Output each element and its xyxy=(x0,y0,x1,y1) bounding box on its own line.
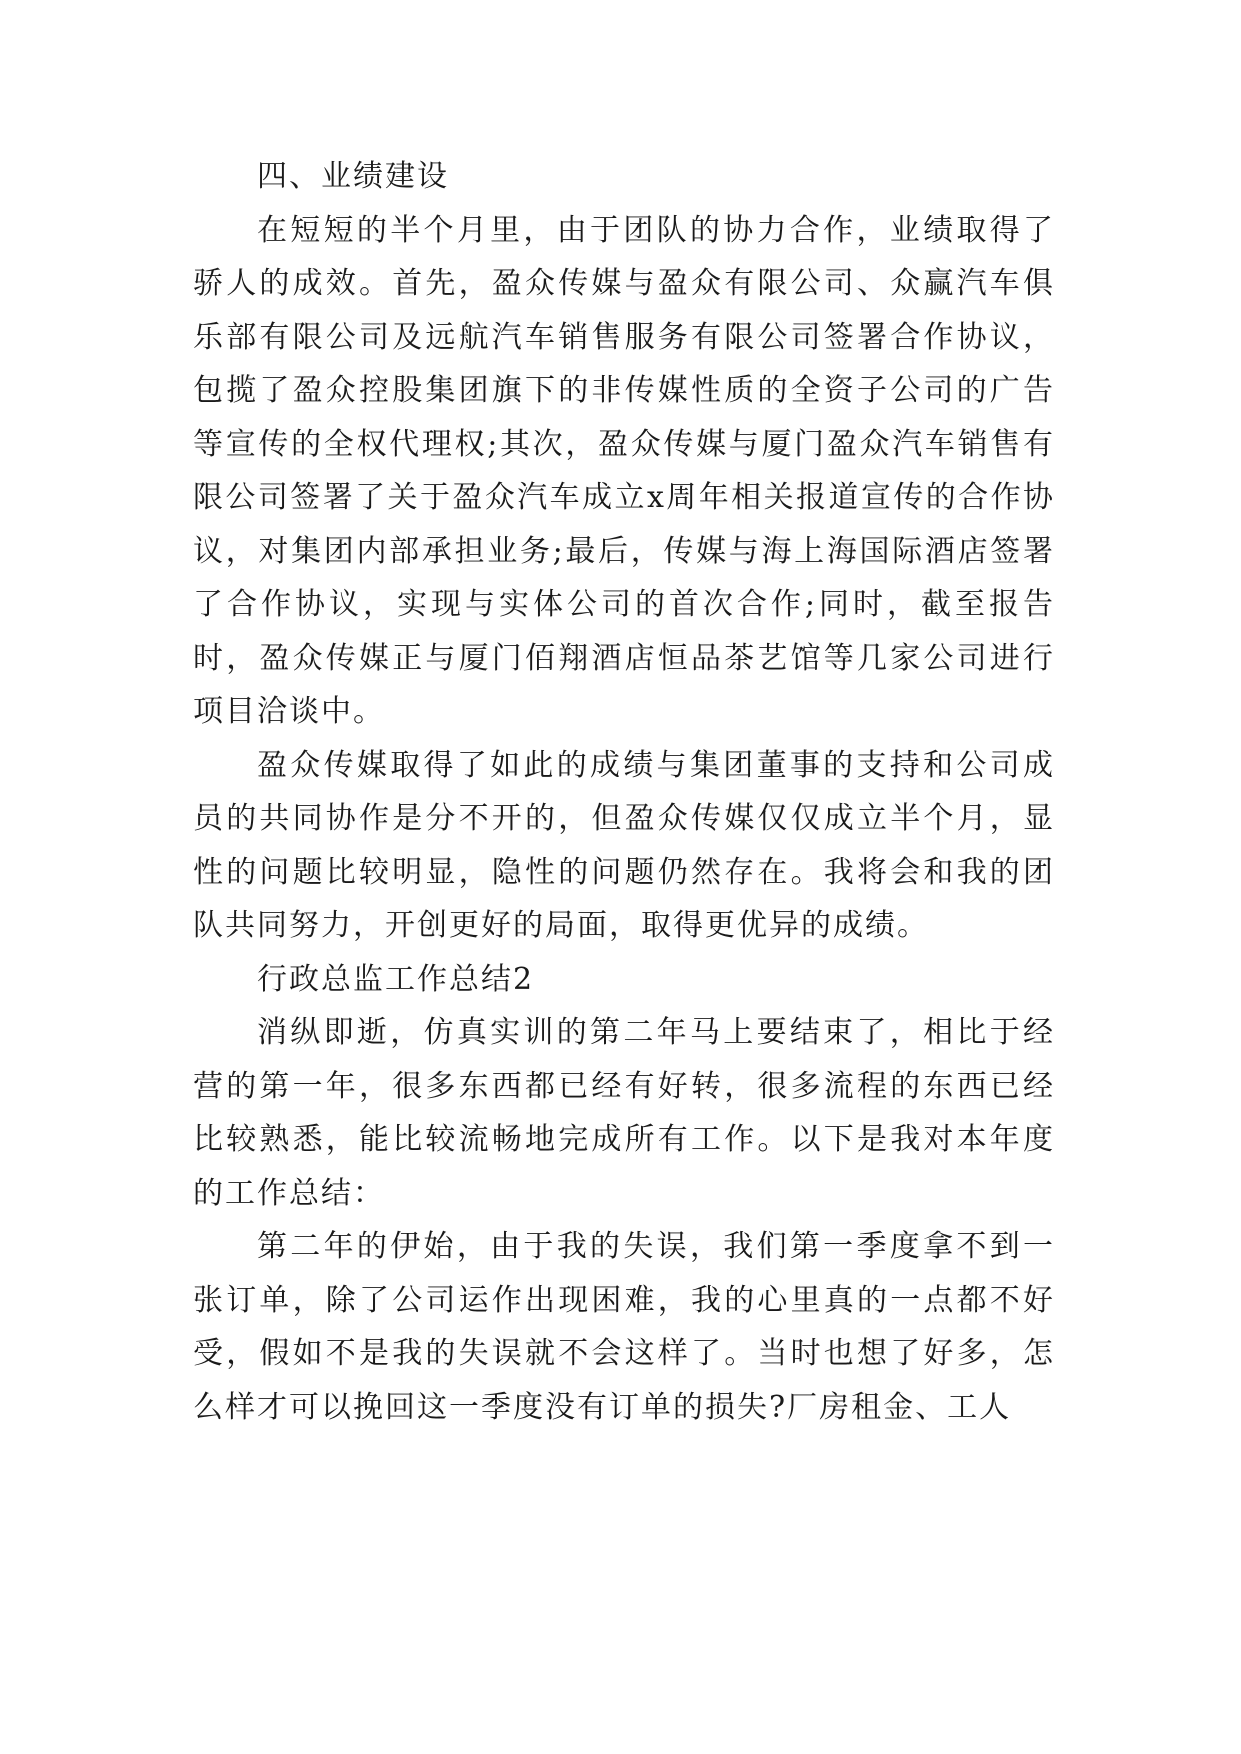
section-heading: 四、业绩建设 xyxy=(257,159,449,194)
document-body xyxy=(193,150,1055,1434)
paragraph: 盈众传媒取得了如此的成绩与集团董事的支持和公司成员的共同协作是分不开的，但盈众传媒仅仅成立半个月，显性的问题比较明显，隐性的问题仍然存在。我将会和我的团队共同努力，开创更好的局面，取得更优异的成绩。 xyxy=(193,747,1055,943)
paragraph: 消纵即逝，仿真实训的第二年马上要结束了，相比于经营的第一年，很多东西都已经有好转，很多流程的东西已经比较熟悉，能比较流畅地完成所有工作。以下是我对本年度的工作总结： xyxy=(193,1015,1055,1211)
section-heading: 行政总监工作总结2 xyxy=(257,961,535,997)
paragraph: 第二年的伊始，由于我的失误，我们第一季度拿不到一张订单，除了公司运作出现困难，我的心里真的一点都不好受，假如不是我的失误就不会这样了。当时也想了好多，怎么样才可以挽回这一季度没有订单的损失?厂房租金、工人 xyxy=(193,1229,1055,1425)
paragraph: 在短短的半个月里，由于团队的协力合作，业绩取得了骄人的成效。首先，盈众传媒与盈众有限公司、众赢汽车俱乐部有限公司及远航汽车销售服务有限公司签署合作协议，包揽了盈众控股集团旗下的非传媒性质的全资子公司的广告等宣传的全权代理权;其次，盈众传媒与厦门盈众汽车销售有限公司签署了关于盈众汽车成立x周年相关报道宣传的合作协议，对集团内部承担业务;最后，传媒与海上海国际酒店签署了合作协议，实现与实体公司的首次合作;同时，截至报告时，盈众传媒正与厦门佰翔酒店恒品茶艺馆等几家公司进行项目洽谈中。 xyxy=(193,212,1055,729)
